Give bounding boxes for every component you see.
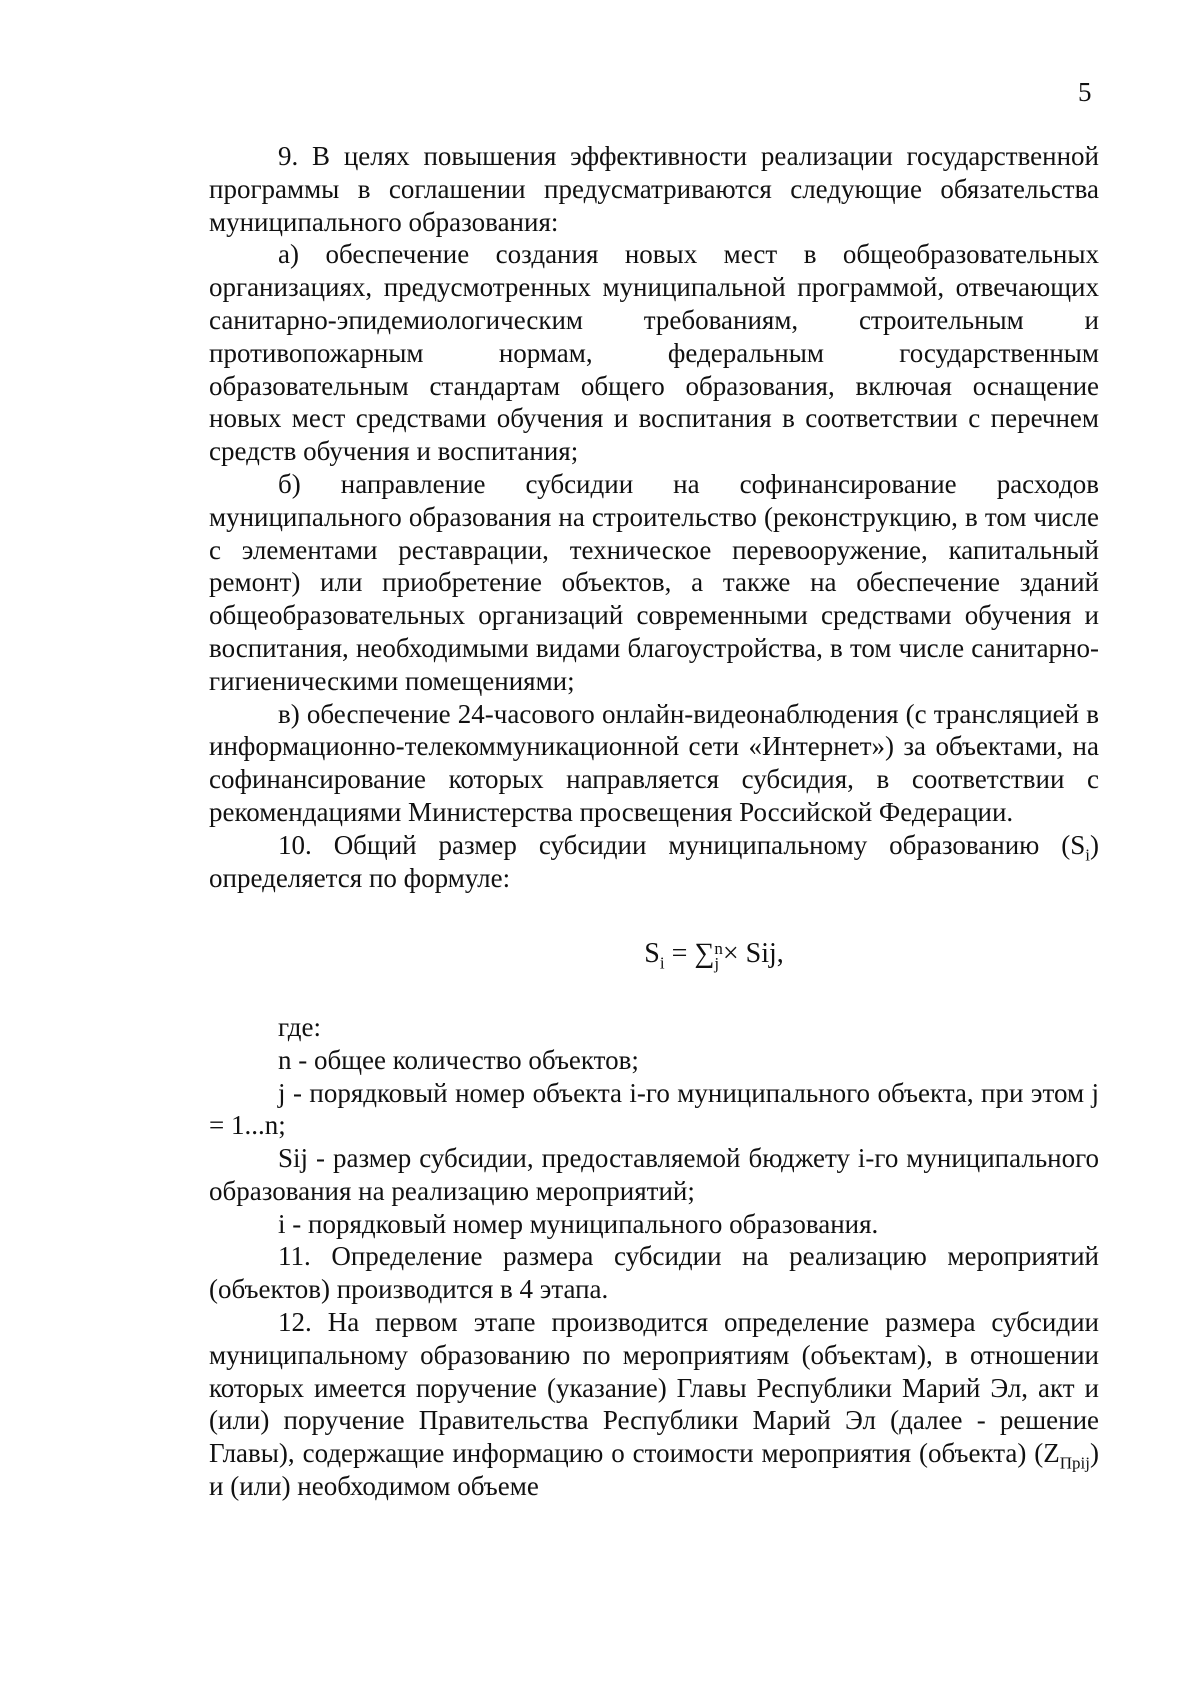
subsidy-formula xyxy=(209,938,1099,971)
paragraph-9c: в) обеспечение 24-часового онлайн-видеонаблюдения (с трансляцией в информационно-телекоммуникационной сети «Интернет») за объектами, на софинансирование которых направляется субсидия, в соответствии с рекомендациями Министерства просвещения Российской Федерации. xyxy=(209,698,1099,827)
paragraph-12-subscript: Прij xyxy=(1059,1453,1090,1473)
definition-sij: Sij - размер субсидии, предоставляемой бюджету i-го муниципального образования на реализацию мероприятий; xyxy=(209,1143,1099,1206)
definition-i: i - порядковый номер муниципального образования. xyxy=(278,1208,879,1239)
definition-j: j - порядковый номер объекта i-го муниципального объекта, при этом j = 1...n; xyxy=(209,1077,1099,1141)
paragraph-10-text-end: ) определяется по формуле: xyxy=(209,829,1099,893)
paragraph-10 xyxy=(209,829,1099,895)
document-body xyxy=(209,140,1099,1503)
paragraph-12-text-end: ) и (или) необходимом объеме xyxy=(209,1438,1099,1502)
formula-rhs: × Sij, xyxy=(722,938,784,970)
formula-sum-sign: = ∑ xyxy=(664,938,715,970)
paragraph-10-subscript: i xyxy=(1085,845,1090,865)
formula-sum-subscript: j xyxy=(714,953,720,973)
where-label: где: xyxy=(278,1011,321,1042)
paragraph-11: 11. Определение размера субсидии на реализацию мероприятий (объектов) производится в 4 этапа. xyxy=(209,1241,1099,1305)
paragraph-9: 9. В целях повышения эффективности реализации государственной программы в соглашении предусматриваются следующие обязательства муниципального образования: xyxy=(209,141,1099,237)
formula-sum-limits xyxy=(714,938,723,973)
page-number: 5 xyxy=(1078,77,1092,107)
paragraph-9a: а) обеспечение создания новых мест в общеобразовательных организациях, предусмотренных муниципальной программой, отвечающих санитарно-эпидемиологическим требованиям, строительным и противопожарным нормам, федеральным государственным образовательным стандартам общего образования, включая оснащение новых мест средствами обучения и воспитания в соответствии с перечнем средств обучения и воспитания; xyxy=(209,239,1099,467)
formula-sum-superscript: n xyxy=(714,938,723,958)
paragraph-9b: б) направление субсидии на софинансирование расходов муниципального образования на строительство (реконструкцию, в том числе с элементами реставрации, техническое перевооружение, капитальный ремонт) или приобретение объектов, а также на обеспечение зданий общеобразовательных организаций современными средствами обучения и воспитания, необходимыми видами благоустройства, в том числе санитарно-гигиеническими помещениями; xyxy=(209,468,1099,696)
paragraph-10-text-start: 10. Общий размер субсидии муниципальному образованию (S xyxy=(278,829,1086,860)
definition-n: n - общее количество объектов; xyxy=(278,1044,639,1075)
formula-lhs: S xyxy=(644,938,660,970)
formula-lhs-subscript: i xyxy=(659,953,665,973)
paragraph-12-text-start: 12. На первом этапе производится определение размера субсидии муниципальному образованию по мероприятиям (объектам), в отношении которых имеется поручение (указание) Главы Республики Марий Эл, акт и (или) поручение Правительства Республики Марий Эл (далее - решение Главы), содержащие информацию о стоимости мероприятия (объекта) (Z xyxy=(209,1307,1099,1469)
paragraph-12 xyxy=(209,1306,1099,1503)
